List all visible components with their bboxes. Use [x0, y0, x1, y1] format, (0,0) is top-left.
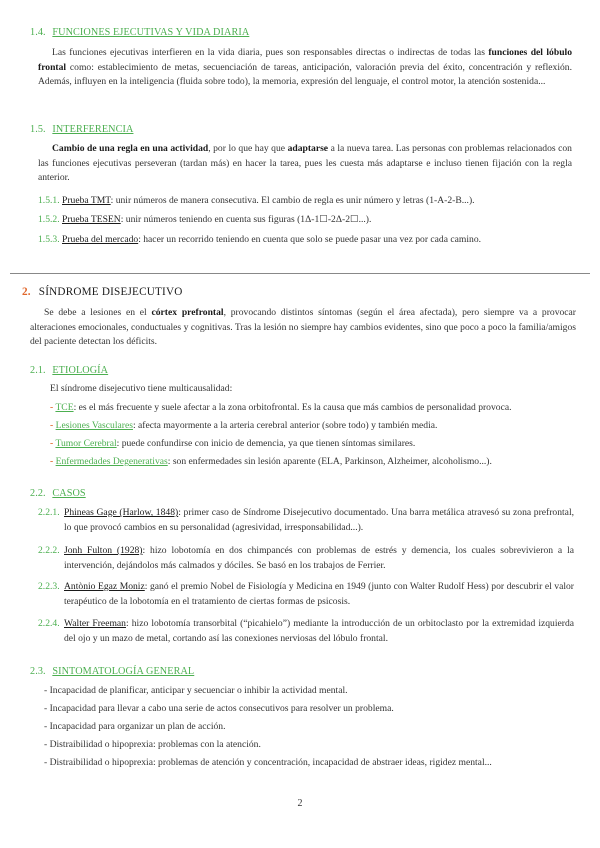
- subsection-1-5-1: 1.5.1. Prueba TMT: unir números de manera consecutiva. El cambio de regla es unir número y letras (1-A-2-B...).: [38, 195, 475, 206]
- section-number: 1.5.: [30, 124, 46, 135]
- symptom-item: - Incapacidad de planificar, anticipar y secuenciar o inhibir la actividad mental.: [44, 685, 348, 696]
- case-number: 2.2.4.: [38, 618, 60, 629]
- section-title: FUNCIONES EJECUTIVAS Y VIDA DIARIA: [52, 27, 250, 38]
- section-number: 2.: [22, 286, 31, 298]
- case-3-text: Antònio Egaz Moniz: ganó el premio Nobel de Fisiología y Medicina en 1949 (junto con Walter Rudolf Hess) por descubrir el valor terapéutico de la lobotomía en el tratamiento de ciertas formas de psicosis.: [64, 581, 574, 607]
- case-number: 2.2.1.: [38, 507, 60, 518]
- section-title: ETIOLOGÍA: [52, 365, 109, 376]
- section-title: INTERFERENCIA: [52, 124, 134, 135]
- section-divider: [10, 273, 590, 274]
- section-title: CASOS: [52, 488, 86, 499]
- case-number: 2.2.2.: [38, 545, 60, 556]
- section-2-3-heading: [30, 665, 194, 680]
- section-number: 1.4.: [30, 27, 46, 38]
- case-number: 2.2.3.: [38, 581, 60, 592]
- section-title: SINTOMATOLOGÍA GENERAL: [52, 666, 195, 677]
- subsection-1-5-3: 1.5.3. Prueba del mercado: hacer un recorrido teniendo en cuenta que solo se puede pasar una vez por cada camino.: [38, 234, 482, 245]
- list-item: - TCE: es el más frecuente y suele afectar a la zona orbitofrontal. Es la causa que más cambios de personalidad provoca.: [50, 402, 512, 413]
- section-1-4-paragraph: Las funciones ejecutivas interfieren en la vida diaria, pues son responsables directas o indirectas de todas las funciones del lóbulo frontal como: establecimiento de metas, secuenciación de tareas, anticipación, valoración previa del éxito, concentración y reflexión. Además, influyen en la inteligencia (fluida sobre todo), la memoria, expresión del lenguaje, el control motor, la atención sostenida...: [38, 47, 572, 87]
- page-number: 2: [297, 798, 303, 809]
- case-4-text: Walter Freeman: hizo lobotomía transorbital (“picahielo”) mediante la introducción de un orbitoclasto por la extremidad izquierda del ojo y un mazo de metal, cortando así las conexiones nerviosas del lóbulo frontal.: [64, 618, 575, 644]
- list-item: - Tumor Cerebral: puede confundirse con inicio de demencia, ya que tienen síntomas similares.: [50, 438, 416, 449]
- section-number: 2.3.: [30, 666, 46, 677]
- subsection-1-5-2: 1.5.2. Prueba TESEN: unir números teniendo en cuenta sus figuras (1Δ-1☐-2Δ-2☐...).: [38, 214, 372, 225]
- symptom-item: - Incapacidad para organizar un plan de acción.: [44, 721, 226, 732]
- section-2-1-heading: [30, 364, 108, 379]
- list-item: - Enfermedades Degenerativas: son enfermedades sin lesión aparente (ELA, Parkinson, Alzheimer, alcoholismo...).: [50, 456, 492, 467]
- section-title: SÍNDROME DISEJECUTIVO: [38, 286, 183, 298]
- section-1-5-paragraph: Cambio de una regla en una actividad, por lo que hay que adaptarse a la nueva tarea. Las personas con problemas relacionados con las funciones ejecutivas perseveran (tardan más) en hacer la tarea, pues les cuesta más adaptarse e incluso tienen fijación con la regla anterior.: [38, 143, 572, 183]
- symptom-item: - Incapacidad para llevar a cabo una serie de actos consecutivos para resolver un problema.: [44, 703, 394, 714]
- section-2-2-heading: [30, 487, 86, 502]
- section-number: 2.1.: [30, 365, 46, 376]
- section-2-paragraph: Se debe a lesiones en el córtex prefrontal, provocando distintos síntomas (según el área afectada), pero siempre va a provocar alteraciones emocionales, conductuales y cognitivas. Tras la lesión no siempre hay cambios evidentes, sino que poco a poco la familia/amigos del paciente detectan los déficits.: [30, 307, 576, 347]
- etiology-intro: El síndrome disejecutivo tiene multicausalidad:: [50, 383, 233, 394]
- section-1-4-heading: [30, 26, 249, 41]
- symptom-item: - Distraibilidad o hipoprexia: problemas de atención y concentración, incapacidad de abstraer ideas, rigidez mental...: [44, 757, 492, 768]
- case-1-text: Phineas Gage (Harlow, 1848): primer caso de Síndrome Disejecutivo documentado. Una barra metálica atravesó su zona prefrontal, lo que provocó cambios en su personalidad (agresividad, irresponsabilidad...).: [64, 507, 575, 533]
- symptom-item: - Distraibilidad o hipoprexia: problemas con la atención.: [44, 739, 261, 750]
- section-number: 2.2.: [30, 488, 46, 499]
- case-2-text: Jonh Fulton (1928): hizo lobotomía en dos chimpancés con problemas de estrés y demencia, los cuales sobrevivieron a la intervención, dejándolos más calmados y dóciles. Se basó en los trabajos de Ferrier.: [64, 545, 574, 571]
- section-1-5-heading: [30, 123, 133, 138]
- list-item: - Lesiones Vasculares: afecta mayormente a la arteria cerebral anterior (sobre todo) y también media.: [50, 420, 438, 431]
- section-2-heading: [22, 285, 183, 300]
